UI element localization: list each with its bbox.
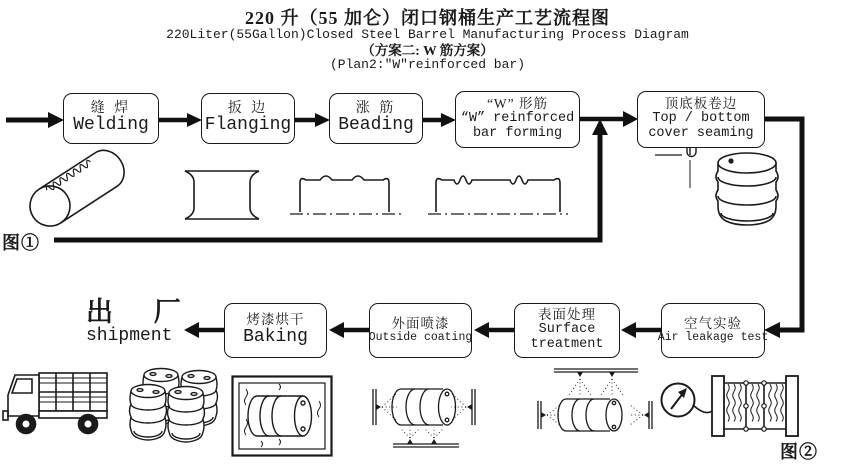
step-wbar-en2: bar forming: [472, 125, 563, 141]
step-baking-en: Baking: [243, 327, 308, 348]
step-surface-en1: Surface: [538, 322, 596, 338]
step-airtest: [657, 303, 769, 358]
step-seaming-zh: 顶底板卷边: [664, 96, 738, 112]
step-airtest-zh: 空气实验: [684, 315, 742, 331]
arrowhead-4: [623, 111, 638, 127]
feedback-arrowhead-up: [592, 119, 608, 135]
step-welding-zh: 缝 焊: [90, 100, 132, 116]
step-seaming-en1: Top / bottom: [652, 111, 750, 127]
step-beading-en: Beading: [338, 115, 414, 136]
step-flanging: [201, 93, 295, 144]
plan-english: (Plan2:"W"reinforced bar): [329, 56, 526, 72]
seaming-to-airtest-line: [764, 119, 802, 330]
arrowhead-1: [187, 113, 202, 127]
step-beading: [329, 93, 423, 144]
step-shipment-en: shipment: [86, 326, 173, 346]
arrowhead-7: [329, 322, 344, 338]
step-shipment: [86, 299, 198, 345]
title-chinese: 220 升（55 加仑）闭口钢桶生产工艺流程图: [245, 8, 610, 28]
fig1-feedback-line: [54, 134, 600, 240]
arrowhead-5: [621, 322, 636, 338]
step-wbar-zh: “W” 形筋: [486, 96, 549, 112]
step-surface: [514, 303, 620, 358]
step-airtest-en: Air leakage test: [657, 330, 769, 344]
step-welding-en: Welding: [73, 115, 149, 136]
step-coating-en: Outside coating: [368, 330, 473, 344]
step-seaming: [637, 91, 765, 148]
step-flanging-en: Flanging: [204, 115, 292, 136]
step-surface-zh: 表面处理: [538, 307, 596, 323]
step-wbar: [455, 91, 580, 148]
step-flanging-zh: 扳 边: [227, 100, 269, 116]
step-baking: [224, 303, 327, 358]
step-seaming-en2: cover seaming: [648, 125, 754, 141]
arrowhead-6: [474, 322, 489, 338]
step-welding: [63, 93, 159, 144]
step-shipment-zh: 出 厂: [86, 297, 198, 327]
step-surface-en2: treatment: [530, 336, 604, 352]
arrowhead-2: [315, 113, 330, 127]
title-english: 220Liter(55Gallon)Closed Steel Barrel Manufacturing Process Diagram: [166, 27, 689, 43]
figure2-label: 图②: [780, 442, 818, 462]
step-coating: [369, 303, 472, 358]
plan-chinese: （方案二: W 筋方案）: [361, 42, 494, 58]
step-wbar-en1: “W” reinforced: [460, 111, 575, 127]
step-baking-zh: 烤漆烘干: [246, 312, 305, 328]
step-beading-zh: 涨 筋: [355, 100, 397, 116]
entry-arrowhead: [48, 112, 64, 128]
figure1-label: 图①: [2, 233, 40, 253]
arrowhead-3: [441, 113, 456, 127]
step-coating-zh: 外面喷漆: [391, 315, 450, 331]
